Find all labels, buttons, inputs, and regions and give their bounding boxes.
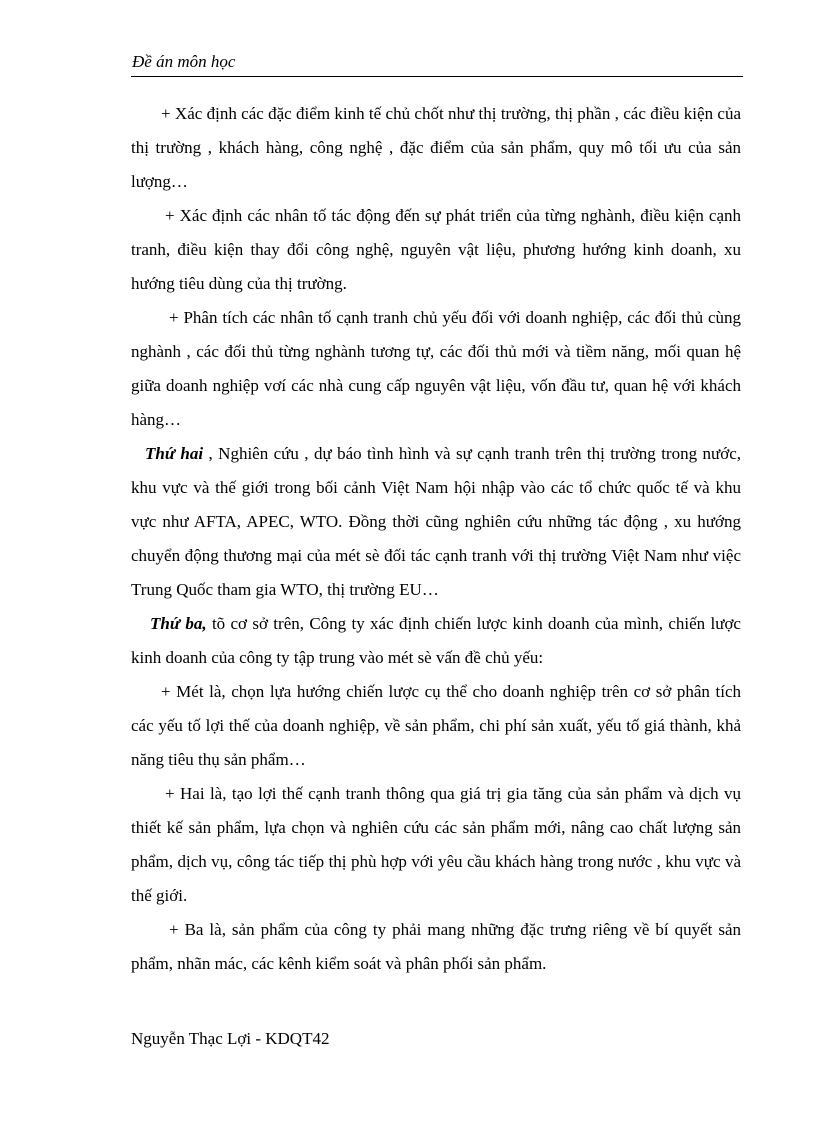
paragraph-key-economic-features bbox=[131, 97, 741, 199]
paragraph-text: tõ cơ sở trên, Công ty xác định chiến lược kinh doanh của mình, chiến lược kinh doanh của công ty tập trung vào mét sè vấn đề chủ yếu: bbox=[131, 614, 741, 667]
paragraph-third-point bbox=[131, 607, 741, 675]
paragraph-text: + Phân tích các nhân tố cạnh tranh chủ yếu đối với doanh nghiệp, các đối thủ cùng nghành , các đối thủ từng nghành tương tự, các đối thủ mới và tiềm năng, mối quan hệ giữa doanh nghiệp vơí các nhà cung cấp nguyên vật liệu, vốn đầu tư, quan hệ với khách hàng… bbox=[131, 308, 741, 429]
paragraph-impact-factors bbox=[131, 199, 741, 301]
paragraph-competition-analysis bbox=[131, 301, 741, 437]
page-footer-author: Nguyễn Thạc Lợi - KDQT42 bbox=[131, 1029, 330, 1048]
paragraph-lead: Thứ hai bbox=[145, 444, 204, 463]
paragraph-lead: Thứ ba, bbox=[150, 614, 207, 633]
paragraph-text: + Xác định các đặc điểm kinh tế chủ chốt như thị trường, thị phần , các điều kiện của thị trường , khách hàng, công nghệ , đặc điểm của sản phẩm, quy mô tối ưu của sản lượng… bbox=[131, 104, 741, 191]
paragraph-text: + Hai là, tạo lợi thế cạnh tranh thông qua giá trị gia tăng của sản phẩm và dịch vụ thiết kế sản phẩm, lựa chọn và nghiên cứu các sản phẩm mới, nâng cao chất lượng sản phẩm, dịch vụ, công tác tiếp thị phù hợp với yêu cầu khách hàng trong nước , khu vực và thế giới. bbox=[131, 784, 741, 905]
document-body bbox=[131, 97, 741, 981]
paragraph-second-point bbox=[131, 437, 741, 607]
page-header-title: Đề án môn học bbox=[132, 52, 236, 71]
paragraph-text: + Ba là, sản phẩm của công ty phải mang những đặc trưng riêng về bí quyết sản phẩm, nhãn mác, các kênh kiểm soát và phân phối sản phẩm. bbox=[131, 920, 741, 973]
paragraph-text: + Mét là, chọn lựa hướng chiến lược cụ thể cho doanh nghiệp trên cơ sở phân tích các yếu tố lợi thế của doanh nghiệp, về sản phẩm, chi phí sản xuất, yếu tố giá thành, khả năng tiêu thụ sản phẩm… bbox=[131, 682, 741, 769]
page-header bbox=[131, 50, 743, 77]
paragraph-strategy-one bbox=[131, 675, 741, 777]
paragraph-text: , Nghiên cứu , dự báo tình hình và sự cạnh tranh trên thị trường trong nước, khu vực và thế giới trong bối cảnh Việt Nam hội nhập vào các tổ chức quốc tế và khu vực như AFTA, APEC, WTO. Đồng thời cũng nghiên cứu những tác động , xu hướng chuyển động thương mại của mét sè đối tác cạnh tranh với thị trường Việt Nam như việc Trung Quốc tham gia WTO, thị trường EU… bbox=[131, 444, 741, 599]
paragraph-text: + Xác định các nhân tố tác động đến sự phát triển của từng nghành, điều kiện cạnh tranh, điều kiện thay đổi công nghệ, nguyên vật liệu, phương hướng kinh doanh, xu hướng tiêu dùng của thị trường. bbox=[131, 206, 741, 293]
paragraph-strategy-three bbox=[131, 913, 741, 981]
paragraph-strategy-two bbox=[131, 777, 741, 913]
